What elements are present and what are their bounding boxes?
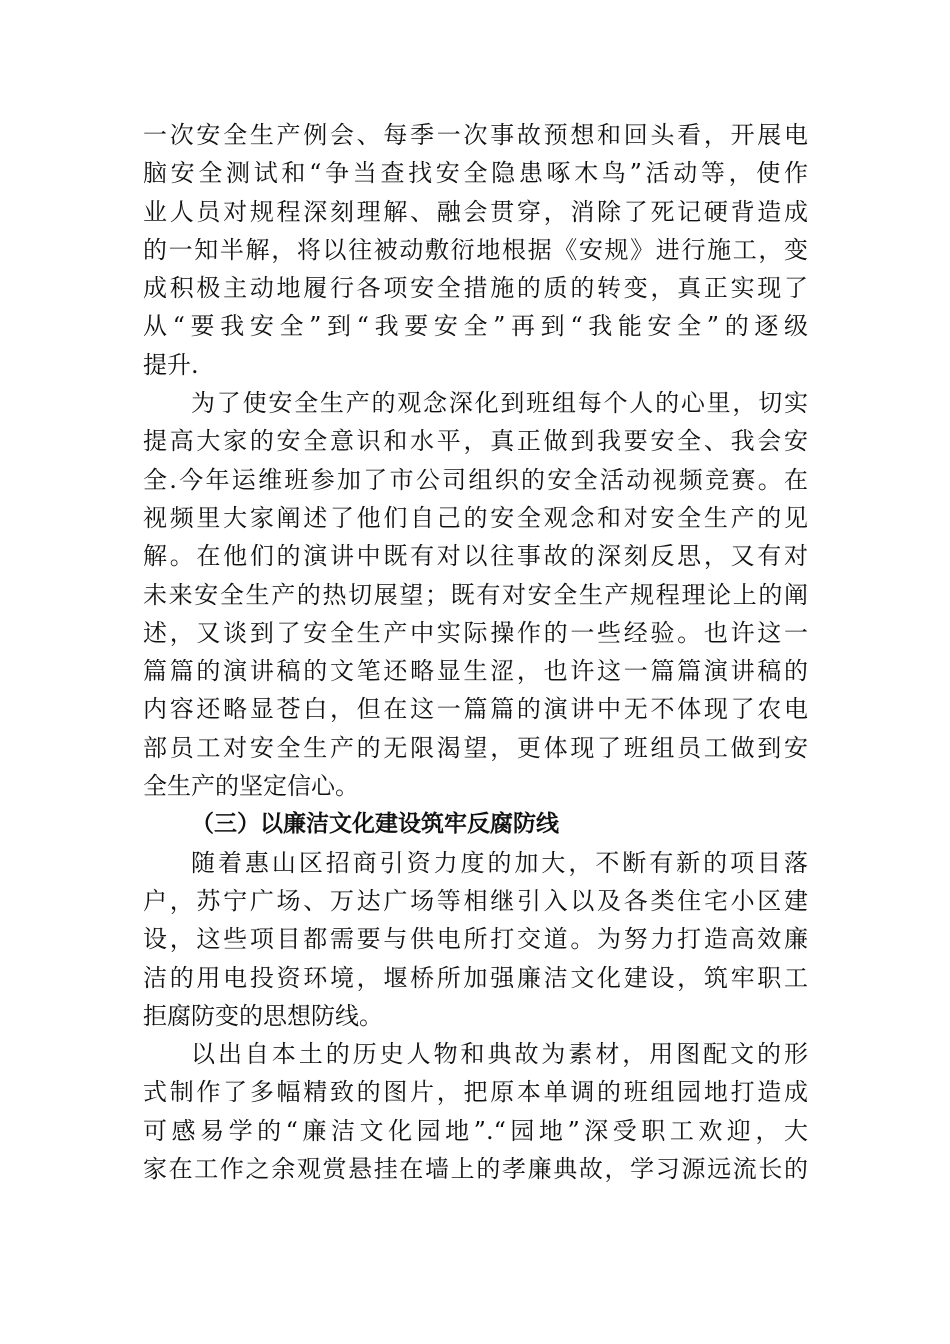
text-line: 未来安全生产的热切展望；既有对安全生产规程理论上的阐 [143, 580, 808, 609]
text-line: 部员工对安全生产的无限渴望，更体现了班组员工做到安 [143, 733, 808, 762]
paragraph [143, 384, 808, 805]
document-body [143, 116, 808, 1188]
text-line: 成积极主动地履行各项安全措施的质的转变，真正实现了 [143, 274, 808, 303]
text-line: 脑安全测试和“争当查找安全隐患啄木鸟”活动等，使作 [143, 159, 808, 188]
text-line: 户，苏宁广场、万达广场等相继引入以及各类住宅小区建 [143, 886, 808, 915]
text-line: 从“要我安全”到“我要安全”再到“我能安全”的逐级 [143, 312, 808, 341]
text-line: 内容还略显苍白，但在这一篇篇的演讲中无不体现了农电 [143, 695, 808, 724]
text-line: 洁的用电投资环境，堰桥所加强廉洁文化建设，筑牢职工 [143, 963, 808, 992]
text-line: 设，这些项目都需要与供电所打交道。为努力打造高效廉 [143, 925, 808, 954]
text-line: 随着惠山区招商引资力度的加大，不断有新的项目落 [191, 848, 808, 877]
text-line: 可感易学的“廉洁文化园地”.“园地”深受职工欢迎，大 [143, 1116, 808, 1145]
section-heading: （三）以廉洁文化建设筑牢反腐防线 [191, 811, 559, 838]
text-line: 全生产的坚定信心。 [143, 772, 359, 801]
text-line: 一次安全生产例会、每季一次事故预想和回头看，开展电 [143, 121, 808, 149]
text-line: 解。在他们的演讲中既有对以往事故的深刻反思，又有对 [143, 542, 808, 571]
paragraph [143, 1035, 808, 1188]
text-line: 家在工作之余观赏悬挂在墙上的孝廉典故，学习源远流长的 [143, 1155, 808, 1184]
text-line: 全.今年运维班参加了市公司组织的安全活动视频竞赛。在 [143, 465, 808, 494]
text-line: 业人员对规程深刻理解、融会贯穿，消除了死记硬背造成 [143, 197, 808, 226]
text-line: 为了使安全生产的观念深化到班组每个人的心里，切实 [191, 389, 808, 418]
text-line: 以出自本土的历史人物和典故为素材，用图配文的形 [191, 1040, 808, 1069]
text-line: 式制作了多幅精致的图片，把原本单调的班组园地打造成 [143, 1078, 808, 1107]
text-line: 提升. [143, 350, 199, 379]
text-line: 篇篇的演讲稿的文笔还略显生涩，也许这一篇篇演讲稿的 [143, 657, 808, 686]
text-line: 的一知半解，将以往被动敷衍地根据《安规》进行施工，变 [143, 235, 808, 264]
paragraph [143, 844, 808, 1035]
text-line: 拒腐防变的思想防线。 [143, 1001, 383, 1030]
text-line: 提高大家的安全意识和水平，真正做到我要安全、我会安 [143, 427, 808, 456]
paragraph [143, 116, 808, 384]
text-line: 视频里大家阐述了他们自己的安全观念和对安全生产的见 [143, 503, 808, 532]
text-line: 述，又谈到了安全生产中实际操作的一些经验。也许这一 [143, 618, 808, 647]
